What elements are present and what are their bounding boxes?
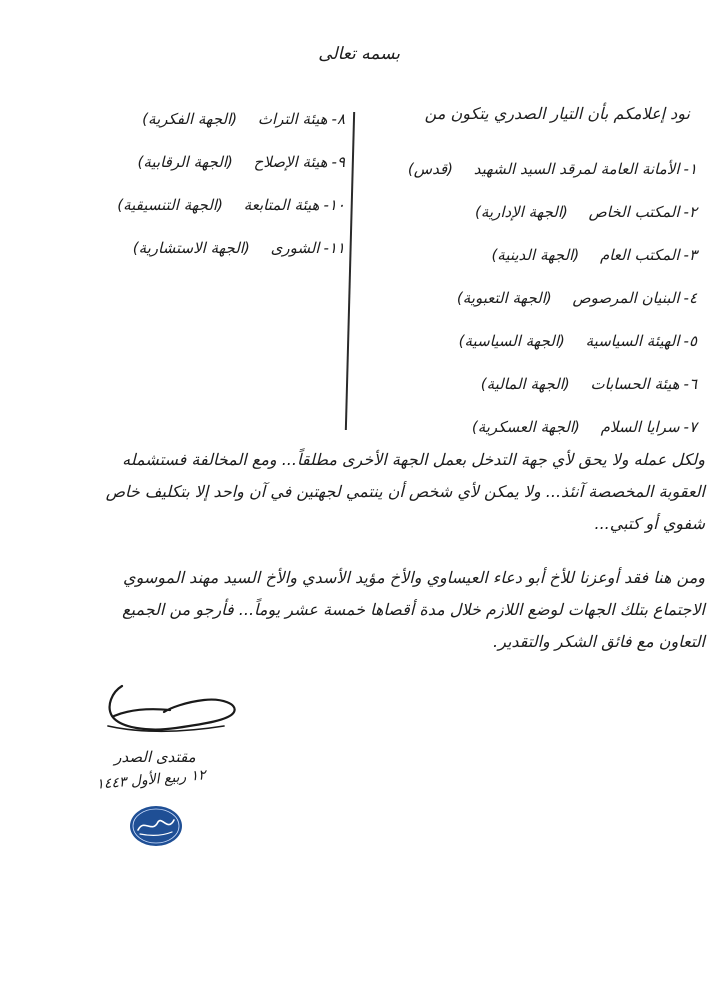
list-item: ١٠-هيئة المتابعة (الجهة التنسيقية) xyxy=(117,196,345,214)
signature-name: مقتدى الصدر xyxy=(114,748,196,766)
list-item: ٣-المكتب العام (الجهة الدينية) xyxy=(491,246,697,264)
left-list xyxy=(35,98,345,270)
paragraph-assignment: ومن هنا فقد أوعزنا للأخ أبو دعاء العيساوي والأخ مؤيد الأسدي والأخ السيد مهند الموسوي الاجتماع بتلك الجهات لوضع اللازم خلال مدة أقصاها خمسة عشر يوماً... فأرجو من الجميع التعاون مع فائق الشكر والتقدير. xyxy=(122,568,705,651)
signature-scribble xyxy=(104,682,240,736)
signature-date: ١٢ ربيع الأول ١٤٤٣ xyxy=(95,767,207,793)
paragraph-rules: ولكل عمله ولا يحق لأي جهة التدخل بعمل الجهة الأخرى مطلقاً... ومع المخالفة فستشمله العقوبة المخصصة آنئذ... ولا يمكن لأي شخص أن ينتمي لجهتين في آن واحد إلا بتكليف خاص شفوي أو كتبي... xyxy=(105,450,705,533)
right-list xyxy=(362,148,697,449)
basmala: بسمه تعالى xyxy=(318,44,400,64)
list-item: ٥-الهيئة السياسية (الجهة السياسية) xyxy=(458,332,697,350)
intro-line: نود إعلامكم بأن التيار الصدري يتكون من xyxy=(424,104,690,123)
list-item: ٢-المكتب الخاص (الجهة الإدارية) xyxy=(475,203,697,221)
list-item: ٩-هيئة الإصلاح (الجهة الرقابية) xyxy=(137,153,345,171)
list-item: ١١-الشورى (الجهة الاستشارية) xyxy=(132,239,345,257)
column-divider xyxy=(345,112,355,430)
list-item: ٤-البنيان المرصوص (الجهة التعبوية) xyxy=(456,289,697,307)
list-item: ٦-هيئة الحسابات (الجهة المالية) xyxy=(480,375,697,393)
list-item: ٨-هيئة التراث (الجهة الفكرية) xyxy=(142,110,345,128)
seal-stamp xyxy=(128,804,184,848)
list-item: ١-الأمانة العامة لمرقد السيد الشهيد (قدس) xyxy=(407,160,697,178)
list-item: ٧-سرايا السلام (الجهة العسكرية) xyxy=(471,418,697,436)
